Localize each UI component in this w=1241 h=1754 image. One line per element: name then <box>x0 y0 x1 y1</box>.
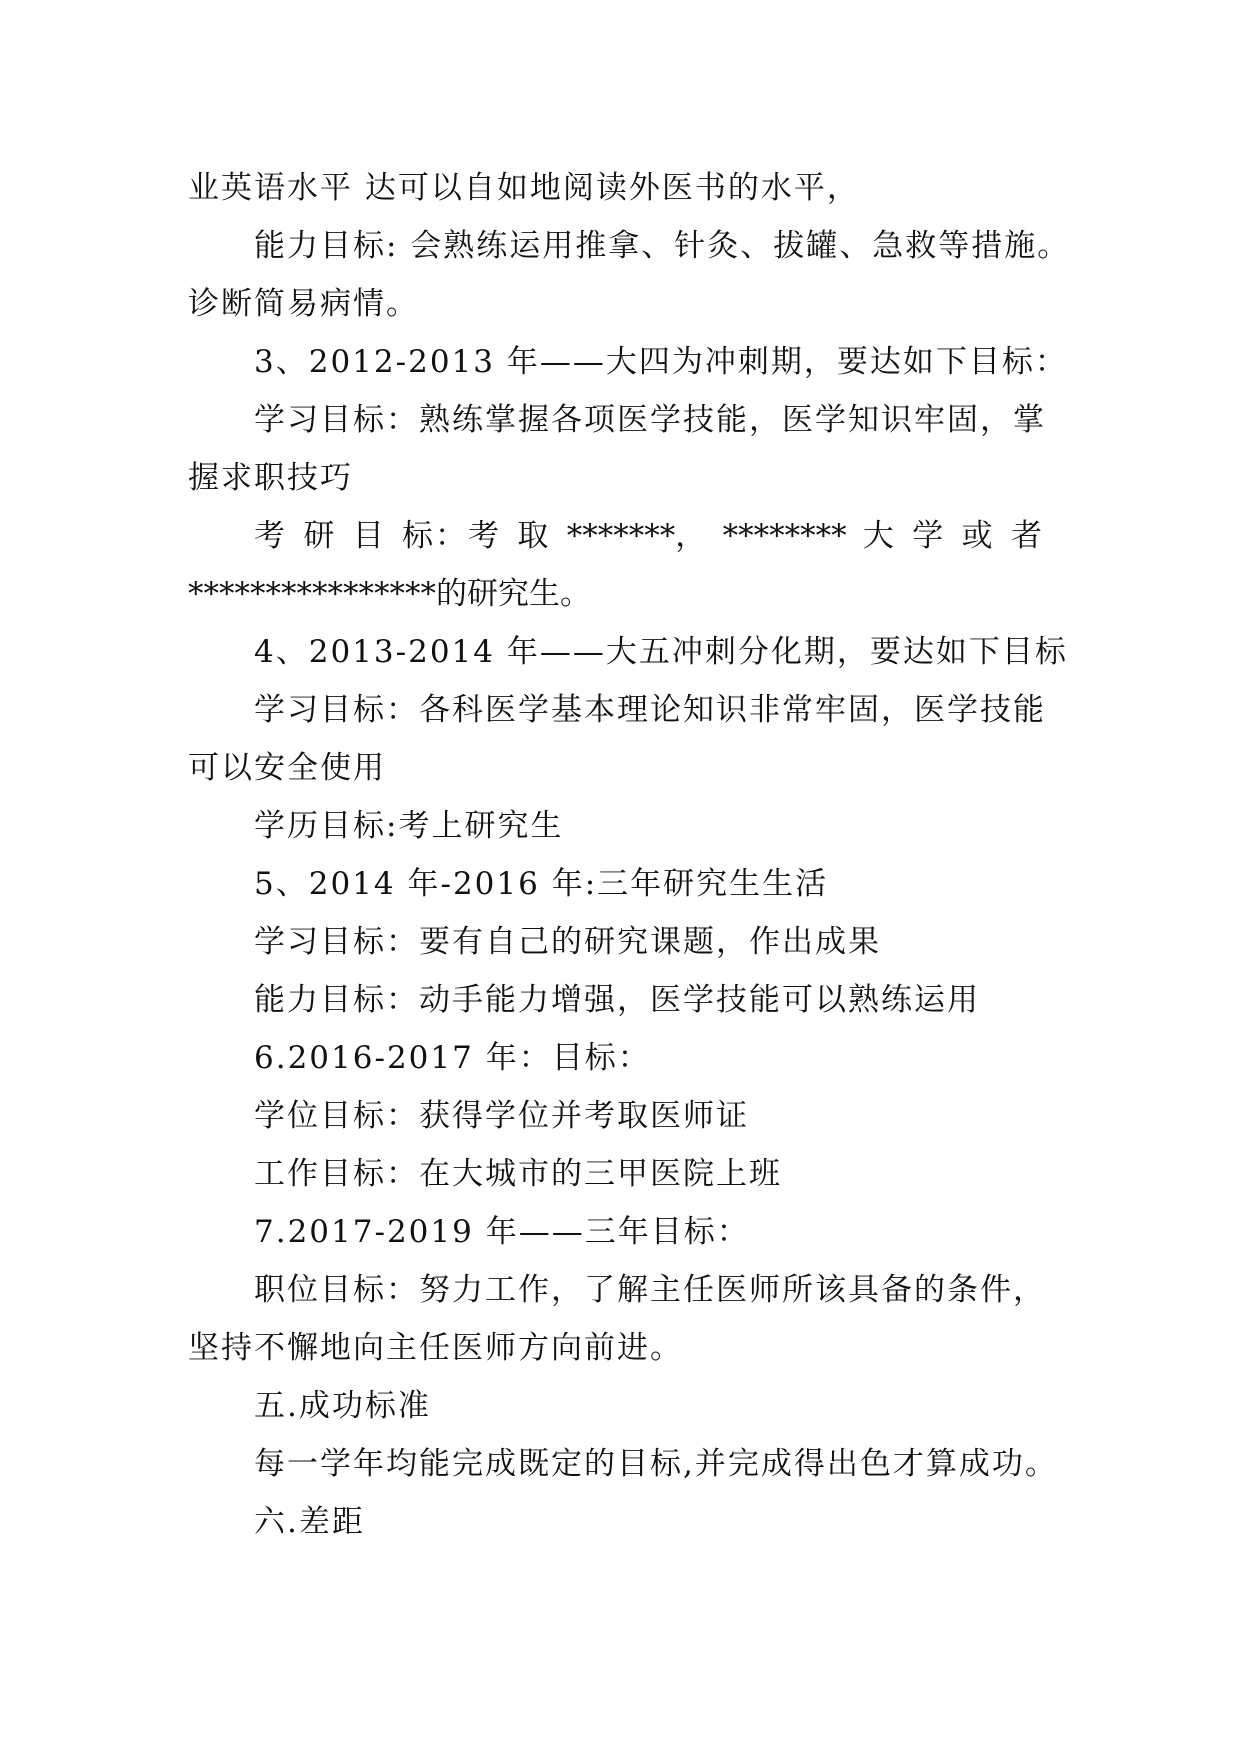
text-line: 每一学年均能完成既定的目标,并完成得出色才算成功。 <box>254 1446 1058 1482</box>
text-fragment: 考 <box>254 518 287 554</box>
text-fragment: 学 <box>912 518 946 554</box>
text-line: 握求职技巧 <box>188 460 353 496</box>
text-fragment: ******** <box>722 518 847 554</box>
section-heading: 六.差距 <box>254 1504 365 1540</box>
section-heading: 6.2016-2017 年：目标： <box>254 1040 651 1076</box>
text-line: 坚持不懈地向主任医师方向前进。 <box>188 1330 683 1366</box>
text-line: 学位目标：获得学位并考取医师证 <box>254 1098 749 1134</box>
text-fragment: 大 <box>862 518 896 554</box>
section-heading: 3、2012-2013 年——大四为冲刺期，要达如下目标： <box>254 344 1068 380</box>
text-fragment: 研 <box>303 518 337 554</box>
text-line: ****************的研究生。 <box>188 576 591 612</box>
text-line: 学习目标：各科医学基本理论知识非常牢固，医学技能 <box>254 692 1046 728</box>
text-line: 诊断简易病情。 <box>188 286 419 322</box>
text-fragment: 目 <box>352 518 386 554</box>
text-fragment: 或 <box>961 518 995 554</box>
text-fragment: 取 <box>517 518 551 554</box>
text-line: 学习目标：熟练掌握各项医学技能，医学知识牢固，掌 <box>254 402 1046 438</box>
text-line: 工作目标：在大城市的三甲医院上班 <box>254 1156 782 1192</box>
text-fragment: 者 <box>1010 518 1044 554</box>
text-line: 职位目标：努力工作，了解主任医师所该具备的条件， <box>254 1272 1046 1308</box>
text-fragment: *******， <box>566 518 707 554</box>
text-line: 可以安全使用 <box>188 750 386 786</box>
text-line: 业英语水平 达可以自如地阅读外医书的水平， <box>188 170 860 206</box>
text-line: 学习目标：要有自己的研究课题，作出成果 <box>254 924 881 960</box>
kaoyan-line <box>254 516 1044 556</box>
section-heading: 4、2013-2014 年——大五冲刺分化期，要达如下目标 <box>254 634 1068 670</box>
section-heading: 五.成功标准 <box>254 1388 431 1424</box>
text-fragment: 标：考 <box>402 518 502 554</box>
section-heading: 5、2014 年-2016 年:三年研究生生活 <box>254 866 829 902</box>
text-line: 学历目标:考上研究生 <box>254 808 564 844</box>
text-line: 能力目标: 会熟练运用推拿、针灸、拔罐、急救等措施。 <box>254 228 1071 264</box>
text-line: 能力目标：动手能力增强，医学技能可以熟练运用 <box>254 982 980 1018</box>
section-heading: 7.2017-2019 年——三年目标： <box>254 1214 750 1250</box>
